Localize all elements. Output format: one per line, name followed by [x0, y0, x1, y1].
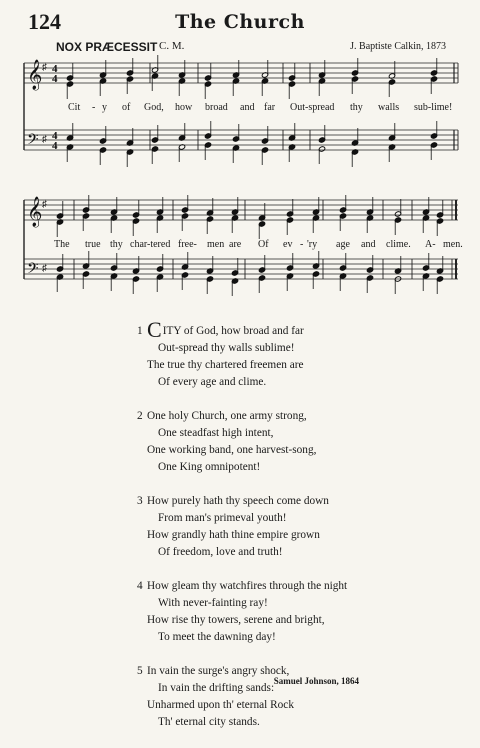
lyric-syllable: - [92, 102, 96, 113]
lyric-syllable: God, [144, 102, 164, 113]
verse-number: 1 [137, 325, 143, 337]
lyric-syllable: clime. [386, 239, 411, 250]
lyric-syllable: and [361, 239, 376, 250]
lyric-syllable: A- [425, 239, 436, 250]
verse-3 [137, 493, 437, 561]
lyric-syllable: far [264, 102, 276, 113]
lyric-syllable: Cit [68, 102, 81, 113]
verse-5 [137, 663, 437, 731]
sharp-icon: ♯ [42, 134, 47, 145]
lyric-syllable: how [175, 102, 193, 113]
sharp-icon: ♯ [42, 62, 47, 73]
verse-line: How grandly hath thine empire grown [147, 529, 320, 541]
composer: J. Baptiste Calkin, 1873 [350, 41, 446, 52]
lyric-syllable: Out-spread [290, 102, 335, 113]
lyric-syllable: 'ry [307, 239, 318, 250]
sharp-icon: ♯ [42, 199, 47, 210]
verse-2 [137, 408, 437, 476]
verse-line: To meet the dawning day! [158, 631, 276, 643]
verse-line: From man's primeval youth! [158, 512, 287, 524]
lyric-syllable: and [240, 102, 255, 113]
lyric-syllable: broad [205, 102, 228, 113]
lyric-syllable: free- [178, 239, 197, 250]
bass-clef-icon: 𝄢 [27, 260, 39, 281]
verse-line: Of freedom, love and truth! [158, 546, 283, 558]
verse-line: How gleam thy watchfires through the night [147, 580, 348, 592]
bass-clef-icon: 𝄢 [27, 131, 39, 152]
lyric-syllable: thy [110, 239, 123, 250]
verse-line: Unharmed upon th' eternal Rock [147, 699, 294, 711]
verse-line: One steadfast high intent, [158, 427, 274, 439]
verse-line: One King omnipotent! [158, 461, 261, 473]
verse-line: The true thy chartered freemen are [147, 359, 304, 371]
lyric-syllable: age [336, 239, 350, 250]
text-author: Samuel Johnson, 1864 [273, 676, 359, 686]
lyric-syllable: y [102, 102, 107, 113]
lyric-syllable: - [300, 239, 304, 250]
lyric-syllable: sub-lime! [414, 102, 453, 113]
lyric-syllable: true [85, 239, 101, 250]
verse-line: In vain the surge's angry shock, [147, 665, 290, 677]
verse-line: Out-spread thy walls sublime! [158, 342, 295, 354]
verse-line: Of every age and clime. [158, 376, 267, 388]
time-signature: 4 [52, 140, 58, 152]
lyric-syllable: men. [443, 239, 463, 250]
verse-line: Th' eternal city stands. [158, 716, 260, 728]
verse-line: In vain the drifting sands: [158, 682, 275, 694]
lyric-syllable: The [54, 239, 70, 250]
verse-1 [137, 317, 437, 391]
lyric-syllable: Of [258, 239, 269, 250]
verse-line: One working band, one harvest-song, [147, 444, 317, 456]
lyric-syllable: ev [283, 239, 293, 250]
verse-number: 5 [137, 665, 143, 677]
music-system-2 [0, 190, 480, 310]
meter: C. M. [159, 40, 185, 52]
lyric-syllable: thy [350, 102, 363, 113]
sharp-icon: ♯ [42, 263, 47, 274]
lyric-syllable: of [122, 102, 131, 113]
verse-line: How rise thy towers, serene and bright, [147, 614, 325, 626]
lyric-syllable: walls [378, 102, 400, 113]
verse-line: ITY of God, how broad and far [162, 325, 304, 337]
drop-cap: C [147, 317, 162, 342]
verse-number: 3 [137, 495, 143, 507]
verse-number: 2 [137, 410, 143, 422]
time-signature: 4 [52, 130, 58, 142]
treble-clef-icon: 𝄞 [27, 197, 43, 227]
lyric-syllable: men [207, 239, 225, 250]
tune-name: NOX PRÆCESSIT [56, 40, 158, 54]
verse-line: With never-fainting ray! [158, 597, 268, 609]
lyric-syllable: char-tered [130, 239, 171, 250]
verse-line: One holy Church, one army strong, [147, 410, 307, 422]
time-signature: 4 [52, 73, 58, 85]
treble-clef-icon: 𝄞 [27, 60, 43, 90]
page-number: 124 [28, 9, 61, 34]
time-signature: 4 [52, 63, 58, 75]
lyric-syllable: are [229, 239, 242, 250]
section-title: The Church [175, 11, 305, 33]
verse-4 [137, 578, 437, 646]
verse-line: How purely hath thy speech come down [147, 495, 329, 507]
verse-number: 4 [137, 580, 143, 592]
